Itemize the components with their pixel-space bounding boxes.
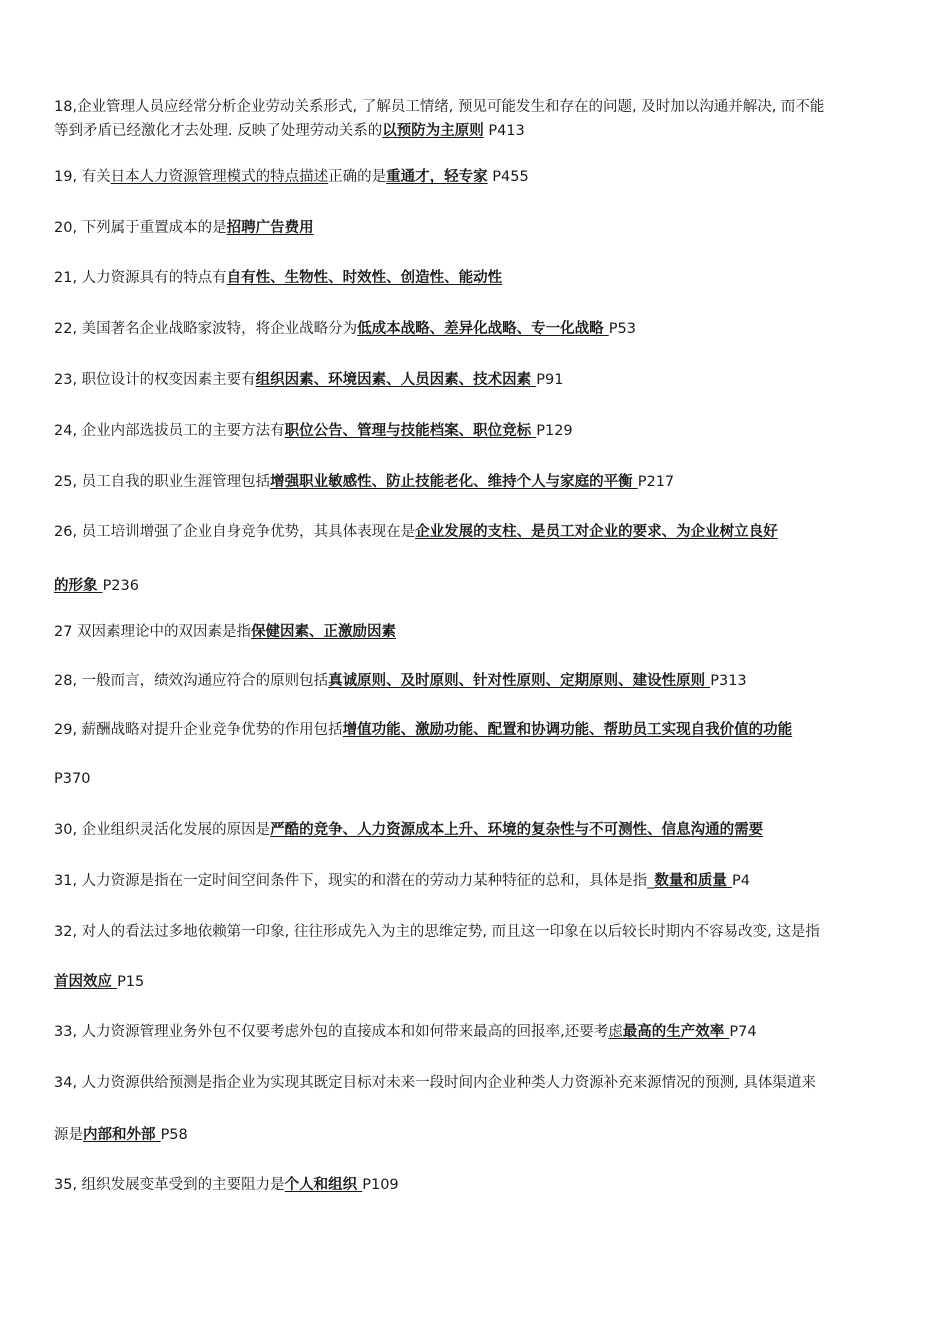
- answer-text: 组织因素、环境因素、人员因素、技术因素: [255, 372, 537, 388]
- item-33: [54, 1022, 899, 1042]
- question-text: 企业组织灵活化发展的原因是: [77, 822, 271, 838]
- item-number: 27: [54, 624, 73, 640]
- page-ref: P455: [487, 169, 529, 185]
- page-ref: P4: [731, 873, 750, 889]
- item-34-line-2: [54, 1125, 899, 1145]
- question-text: 美国著名企业战略家波特，将企业战略分为: [77, 321, 358, 337]
- page-ref: P53: [608, 321, 636, 337]
- answer-text: 严酷的竞争、人力资源成本上升、环境的复杂性与不可测性、信息沟通的需要: [270, 822, 764, 838]
- item-number: 28,: [54, 673, 78, 689]
- item-29-line-1: [54, 720, 899, 740]
- page-ref: P370: [54, 771, 91, 787]
- item-25: [54, 472, 899, 492]
- page-ref: P413: [483, 123, 525, 139]
- question-text: 人力资源供给预测是指企业为实现其既定目标对未来一段时间内企业种类人力资源补充来源情况的预测, 具体渠道来: [77, 1075, 816, 1091]
- page-ref: P236: [102, 578, 139, 594]
- question-text: 企业内部选拔员工的主要方法有: [77, 423, 285, 439]
- item-26-line-1: [54, 522, 899, 542]
- item-18-line-1: [54, 97, 899, 117]
- item-27: [54, 622, 899, 642]
- question-text: 源是: [54, 1127, 83, 1143]
- item-18-line-2: [54, 121, 899, 141]
- item-26-line-2: [54, 576, 899, 596]
- page-ref: P129: [536, 423, 573, 439]
- answer-text: 的形象: [54, 578, 103, 594]
- answer-text: 内部和外部: [83, 1127, 161, 1143]
- question-text: 正确的是: [328, 169, 387, 185]
- answer-text: 首因效应: [54, 974, 118, 990]
- question-text: 组织发展变革受到的主要阻力是: [77, 1177, 285, 1193]
- item-number: 34,: [54, 1075, 78, 1091]
- item-29-line-2: [54, 769, 899, 789]
- page-ref: P217: [637, 474, 675, 490]
- item-24: [54, 421, 899, 441]
- item-28: [54, 671, 899, 691]
- question-text: 薪酬战略对提升企业竞争优势的作用包括: [77, 722, 343, 738]
- answer-text: 增强职业敏感性、防止技能老化、维持个人与家庭的平衡: [270, 474, 638, 490]
- question-text: 一般而言，绩效沟通应符合的原则包括: [77, 673, 329, 689]
- item-number: 33,: [54, 1024, 78, 1040]
- item-number: 26,: [54, 524, 78, 540]
- page-ref: P313: [710, 673, 747, 689]
- question-text: 等到矛盾已经激化才去处理. 反映了处理劳动关系的: [54, 123, 383, 139]
- item-32-line-2: [54, 972, 899, 992]
- question-text: 企业管理人员应经常分析企业劳动关系形式, 了解员工情绪, 预见可能发生和存在的问题, 及时加以沟通并解决, 而不能: [77, 99, 825, 115]
- answer-text: 自有性、生物性、时效性、创造性、能动性: [226, 270, 503, 286]
- item-number: 20,: [54, 220, 78, 236]
- question-text: 有关: [77, 169, 111, 185]
- answer-text: 招聘广告费用: [226, 220, 314, 236]
- answer-text: 职位公告、管理与技能档案、职位竞标: [284, 423, 537, 439]
- answer-text: 重通才，轻专家: [386, 169, 488, 185]
- question-text: 员工培训增强了企业自身竞争优势，其具体表现在是: [77, 524, 416, 540]
- item-number: 19,: [54, 169, 78, 185]
- page-ref: P15: [117, 974, 145, 990]
- answer-text: 保健因素、正激励因素: [251, 624, 397, 640]
- question-text: 人力资源是指在一定时间空间条件下，现实的和潜在的劳动力某种特征的总和，具体是指_: [77, 873, 655, 889]
- item-number: 18,: [54, 99, 78, 115]
- item-20: [54, 218, 899, 238]
- page-ref: P91: [536, 372, 564, 388]
- question-highlight: 虑: [608, 1024, 623, 1040]
- item-number: 24,: [54, 423, 78, 439]
- question-text: 职位设计的权变因素主要有: [77, 372, 256, 388]
- item-35: [54, 1175, 899, 1195]
- question-text: 员工自我的职业生涯管理包括: [77, 474, 271, 490]
- question-highlight: 日本人力资源管理模式的特点描述: [110, 169, 329, 185]
- item-number: 23,: [54, 372, 78, 388]
- item-number: 29,: [54, 722, 78, 738]
- question-text: 人力资源具有的特点有: [77, 270, 227, 286]
- item-number: 30,: [54, 822, 78, 838]
- question-text: 双因素理论中的双因素是指: [72, 624, 252, 640]
- item-23: [54, 370, 899, 390]
- page-ref: P74: [729, 1024, 757, 1040]
- answer-text: 数量和质量: [654, 873, 732, 889]
- answer-text: 以预防为主原则: [382, 123, 484, 139]
- answer-text: 增值功能、激励功能、配置和协调功能、帮助员工实现自我价值的功能: [342, 722, 793, 738]
- item-number: 21,: [54, 270, 78, 286]
- item-21: [54, 268, 899, 288]
- item-22: [54, 319, 899, 339]
- item-34-line-1: [54, 1073, 899, 1093]
- answer-text: 真诚原则、及时原则、针对性原则、定期原则、建设性原则: [328, 673, 711, 689]
- item-number: 25,: [54, 474, 78, 490]
- answer-text: 个人和组织: [284, 1177, 363, 1193]
- answer-text: 低成本战略、差异化战略、专一化战略: [357, 321, 609, 337]
- item-31: [54, 871, 899, 891]
- answer-text: 企业发展的支柱、是员工对企业的要求、为企业树立良好: [415, 524, 778, 540]
- question-text: 对人的看法过多地依赖第一印象, 往往形成先入为主的思维定势, 而且这一印象在以后较长时期内不容易改变, 这是指: [77, 924, 820, 940]
- item-30: [54, 820, 899, 840]
- item-number: 32,: [54, 924, 78, 940]
- item-number: 35,: [54, 1177, 78, 1193]
- item-number: 31,: [54, 873, 78, 889]
- item-32-line-1: [54, 922, 899, 942]
- item-number: 22,: [54, 321, 78, 337]
- answer-text: 最高的生产效率: [622, 1024, 730, 1040]
- question-text: 人力资源管理业务外包不仅要考虑外包的直接成本和如何带来最高的回报率,还要考: [77, 1024, 609, 1040]
- page-ref: P109: [362, 1177, 399, 1193]
- item-19: [54, 167, 899, 187]
- question-text: 下列属于重置成本的是: [77, 220, 227, 236]
- page-ref: P58: [160, 1127, 188, 1143]
